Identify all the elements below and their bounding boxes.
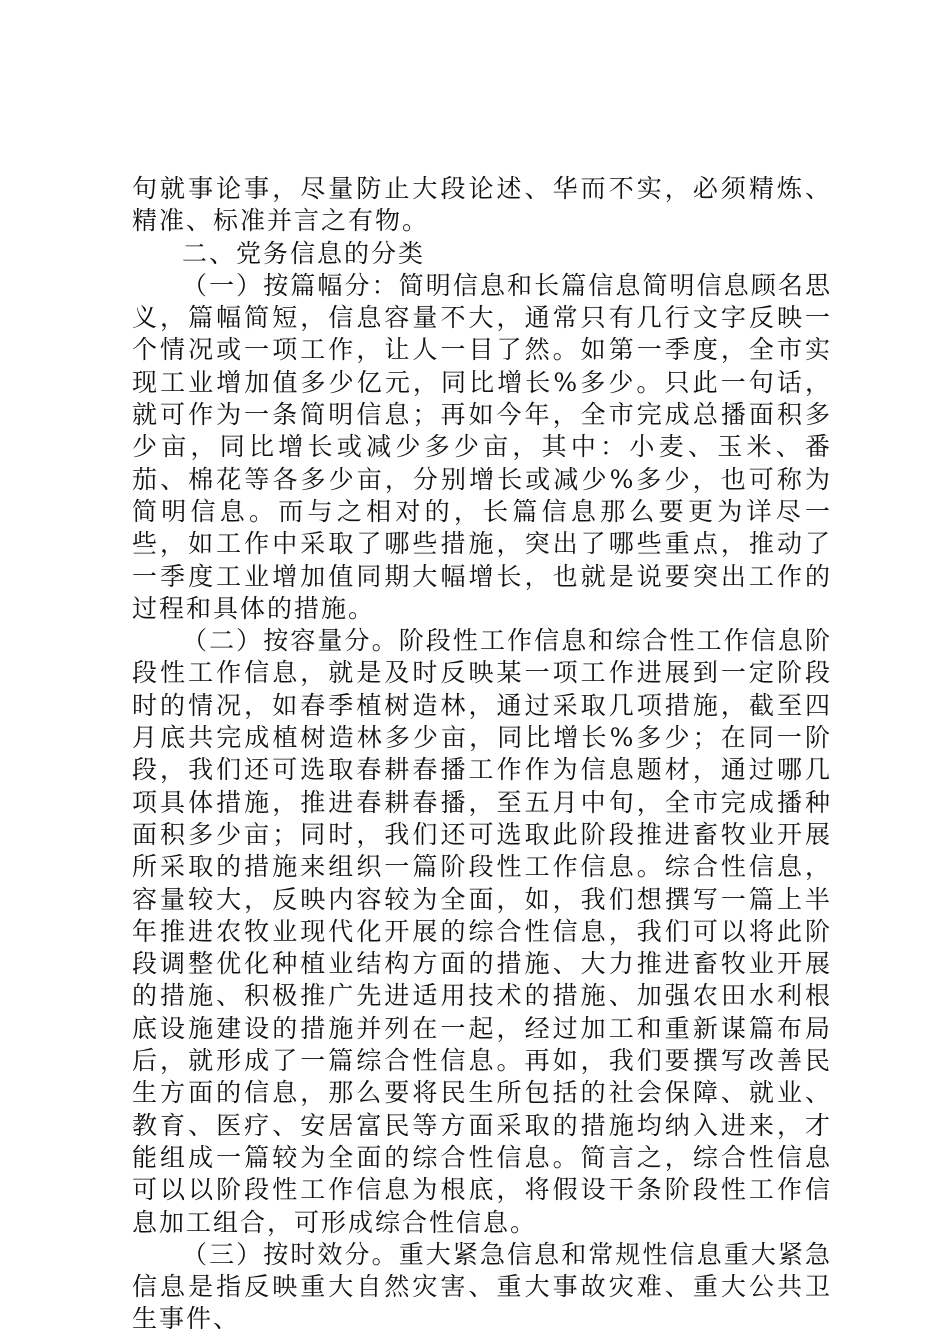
paragraph-by-timeliness: （三）按时效分。重大紧急信息和常规性信息重大紧急信息是指反映重大自然灾害、重大事故灾难、重大公共卫生事件、 [132, 1239, 832, 1334]
paragraph-continuation: 句就事论事，尽量防止大段论述、华而不实，必须精炼、精准、标准并言之有物。 [132, 174, 832, 236]
paragraph-by-length: （一）按篇幅分：简明信息和长篇信息简明信息顾名思义，篇幅简短，信息容量不大，通常只有几行文字反映一个情况或一项工作，让人一目了然。如第一季度，全市实现工业增加值多少亿元，同比增长%多少。只此一句话，就可作为一条简明信息；再如今年，全市完成总播面积多少亩，同比增长或减少多少亩，其中：小麦、玉米、番茄、棉花等各多少亩，分别增长或减少%多少，也可称为简明信息。而与之相对的，长篇信息那么要更为详尽一些，如工作中采取了哪些措施，突出了哪些重点，推动了一季度工业增加值同期大幅增长，也就是说要突出工作的过程和具体的措施。 [132, 270, 832, 623]
section-heading: 二、党务信息的分类 [182, 238, 426, 268]
paragraph-by-capacity: （二）按容量分。阶段性工作信息和综合性工作信息阶段性工作信息，就是及时反映某一项工作进展到一定阶段时的情况，如春季植树造林，通过采取几项措施，截至四月底共完成植树造林多少亩，同比增长%多少；在同一阶段，我们还可选取春耕春播工作作为信息题材，通过哪几项具体措施，推进春耕春播，至五月中旬，全市完成播种面积多少亩；同时，我们还可选取此阶段推进畜牧业开展所采取的措施来组织一篇阶段性工作信息。综合性信息，容量较大，反映内容较为全面，如，我们想撰写一篇上半年推进农牧业现代化开展的综合性信息，我们可以将此阶段调整优化种植业结构方面的措施、大力推进畜牧业开展的措施、积极推广先进适用技术的措施、加强农田水利根底设施建设的措施并列在一起，经过加工和重新谋篇布局后，就形成了一篇综合性信息。再如，我们要撰写改善民生方面的信息，那么要将民生所包括的社会保障、就业、教育、医疗、安居富民等方面采取的措施均纳入进来，才能组成一篇较为全面的综合性信息。简言之，综合性信息可以以阶段性工作信息为根底，将假设干条阶段性工作信息加工组合，可形成综合性信息。 [132, 626, 832, 1237]
document-body [132, 173, 832, 1336]
